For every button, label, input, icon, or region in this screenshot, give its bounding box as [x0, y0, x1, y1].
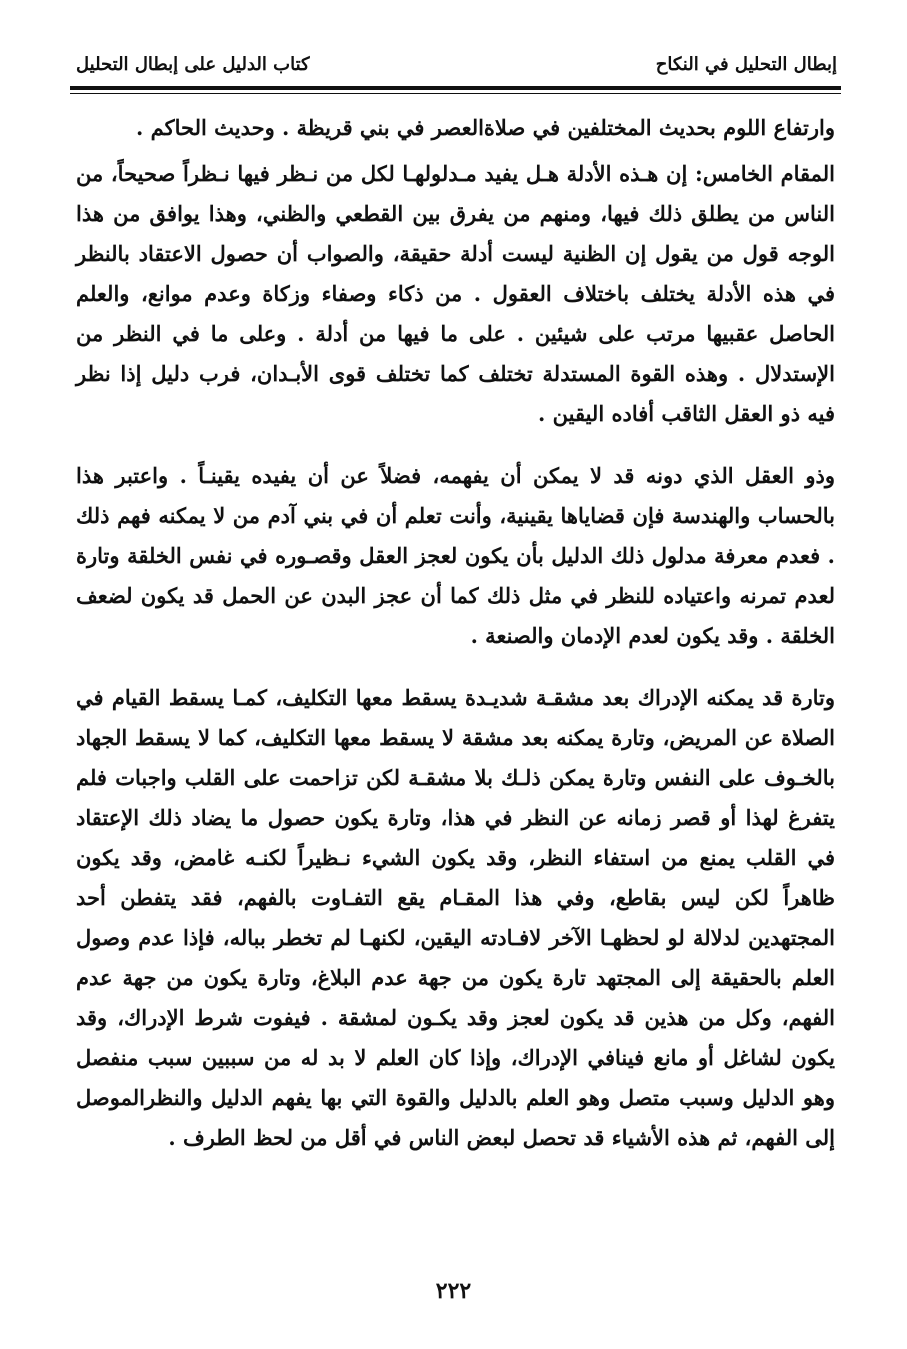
paragraph-2	[76, 154, 835, 434]
page-body	[76, 108, 835, 1158]
page-number: ٢٢٢	[435, 1278, 472, 1304]
running-header	[70, 50, 841, 84]
header-rule-thin	[70, 93, 841, 94]
header-book-title: إبطال التحليل في النكاح	[655, 54, 837, 75]
paragraph-1: وارتفاع اللوم بحديث المختلفين في صلاةالعصر في بني قريظة . وحديث الحاكم .	[136, 115, 835, 140]
paragraph-4: وتارة قد يمكنه الإدراك بعد مشقـة شديـدة يسقط معها التكليف، كمـا يسقط القيام في الصلاة عن المريض، وتارة يمكنه بعد مشقة لا يسقط معها التكليف، كما لا يسقط الجهاد بالخـوف على النفس وتارة يمكن ذلـك بلا مشقـة لكن تزاحمت على القلب واجبات فلم يتفرغ لهذا أو قصر زمانه عن النظر في هذا، وتارة يكون حصول ما يضاد ذلك الإعتقاد في القلب يمنع من استفاء النظر، وقد يكون الشيء نـظيراً لكنـه غامض، وقد يكون ظاهراً لكن ليس بقاطع، وفي هذا المقـام يقع التفـاوت بالفهم، فقد يتفطن أحد المجتهدين لدلالة لو لحظهـا الآخر لافـادته اليقين، لكنهـا لم تخطر بباله، فإذا عدم وصول العلم بالحقيقة إلى المجتهد تارة يكون من جهة عدم البلاغ، وتارة يكون من جهة عدم الفهم، وكل من هذين قد يكون لعجز وقد يكـون لمشقة . فيفوت شرط الإدراك، وقد يكون لشاغل أو مانع فينافي الإدراك، وإذا كان العلم لا بد له من سببين سبب منفصل وهو الدليل وسبب متصل وهو العلم بالدليل والقوة التي بها يفهم الدليل والنظرالموصل إلى الفهم، ثم هذه الأشياء قد تحصل لبعض الناس في أقل من لحظ الطرف .	[76, 685, 835, 1150]
paragraph-2-text: إن هـذه الأدلة هـل يفيد مـدلولهـا لكل من نـظر فيها نـظراً صحيحاً، من الناس من يطلق ذلك فيها، ومنهم من يفرق بين القطعي والظني، وهذا يوافق من هذا الوجه قول من يقول إن الظنية ليست أدلة حقيقة، والصواب أن حصول الاعتقاد بالنظر في هذه الأدلة يختلف باختلاف العقول . من ذكاء وصفاء وزكاة وعدم موانع، والعلم الحاصل عقبيها مرتب على شيئين . على ما فيها من أدلة . وعلى ما في النظر من الإستدلال . وهذه القوة المستدلة تختلف كما تختلف قوى الأبـدان، فرب دليل إذا نظر فيه ذو العقل الثاقب أفاده اليقين .	[76, 161, 836, 426]
header-chapter-title: كتاب الدليل على إبطال التحليل	[76, 54, 310, 75]
paragraph-3: وذو العقل الذي دونه قد لا يمكن أن يفهمه، فضلاً عن أن يفيده يقينـاً . واعتبر هذا بالحساب والهندسة فإن قضاياها يقينية، وأنت تعلم أن في بني آدم من لا يمكنه فهم ذلك . فعدم معرفة مدلول ذلك الدليل بأن يكون لعجز العقل وقصـوره في نفس الخلقة وتارة لعدم تمرنه واعتياده للنظر في مثل ذلك كما أن عجز البدن عن الحمل قد يكون لضعف الخلقة . وقد يكون لعدم الإدمان والصنعة .	[76, 463, 835, 648]
header-rule-thick	[70, 86, 841, 90]
section-heading: المقام الخامس:	[694, 161, 835, 186]
